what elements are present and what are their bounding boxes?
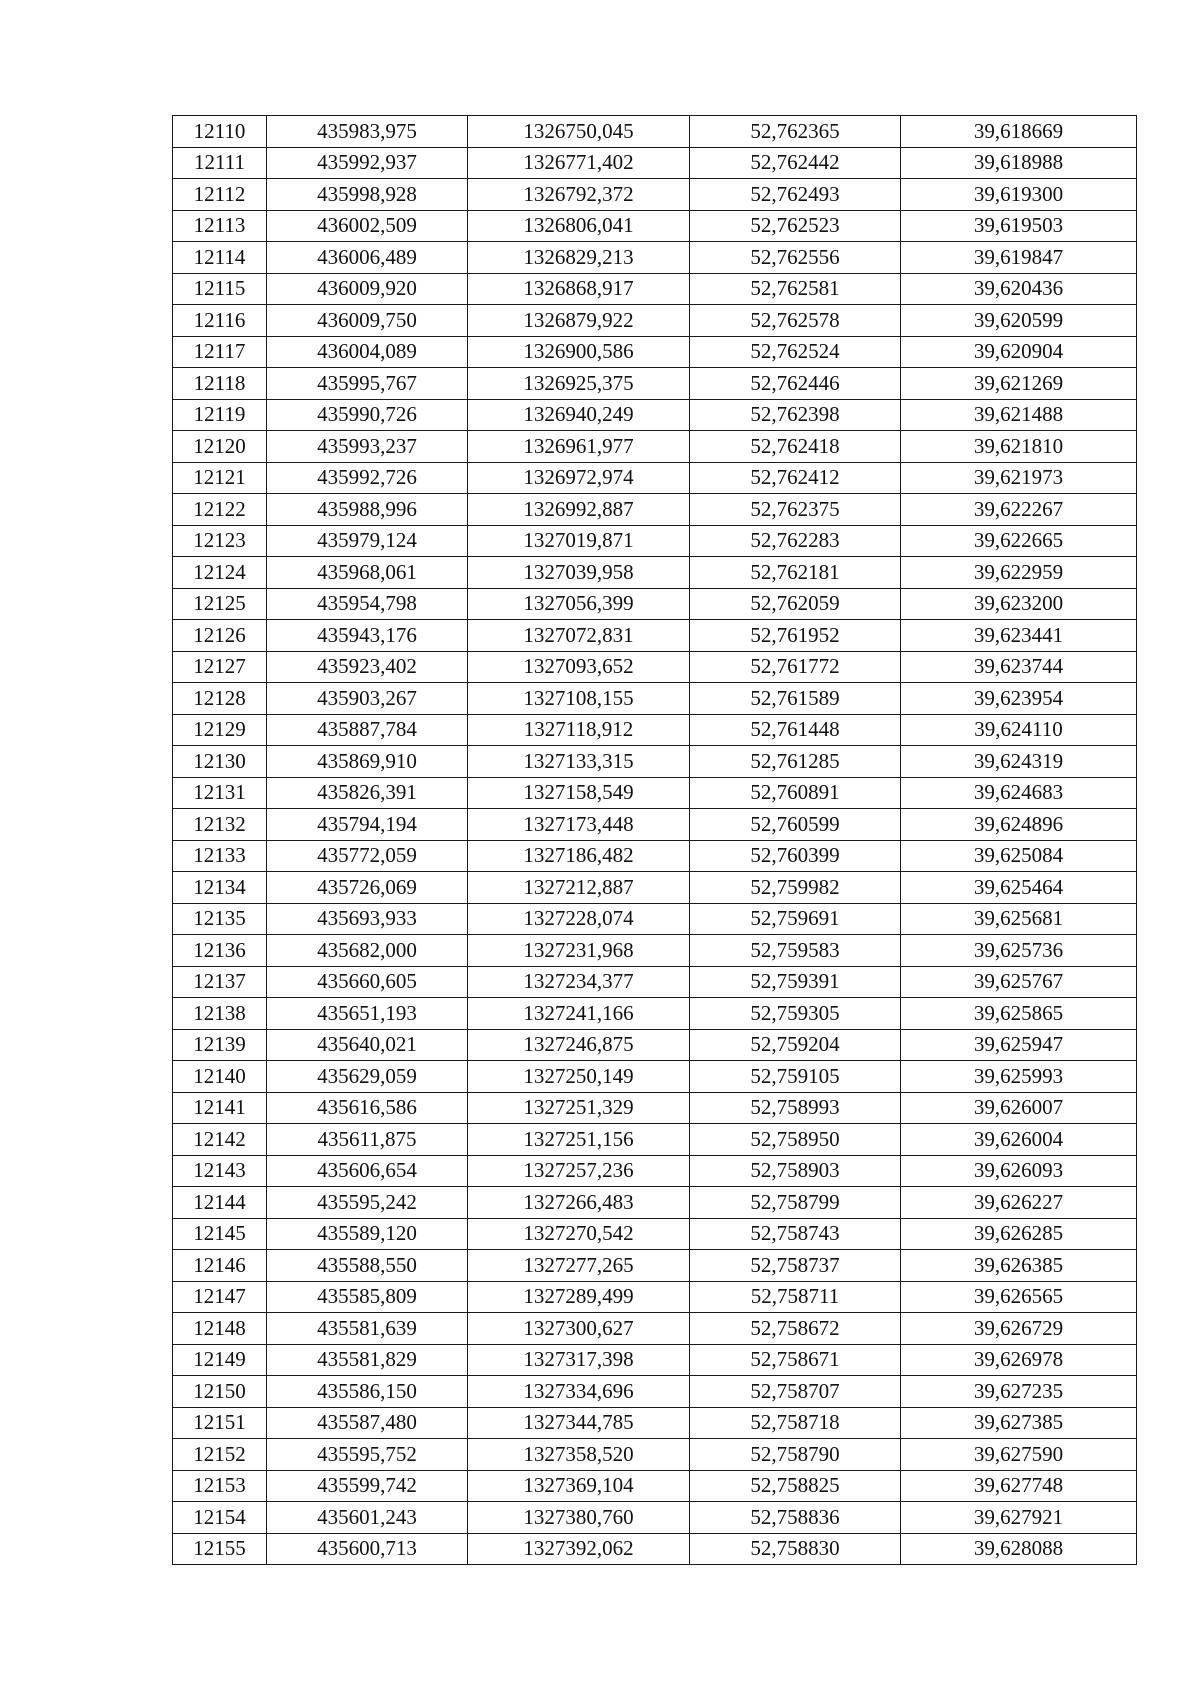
latitude-cell: 52,761772	[690, 651, 901, 683]
table-row	[173, 1092, 1137, 1124]
table-row	[173, 1344, 1137, 1376]
y-coordinate-cell: 1327108,155	[468, 683, 690, 715]
y-coordinate-cell: 1327039,958	[468, 557, 690, 589]
x-coordinate-cell: 436009,750	[267, 305, 468, 337]
table-row	[173, 305, 1137, 337]
point-number-cell: 12113	[173, 210, 267, 242]
x-coordinate-cell: 435954,798	[267, 588, 468, 620]
x-coordinate-cell: 435794,194	[267, 809, 468, 841]
y-coordinate-cell: 1327289,499	[468, 1281, 690, 1313]
y-coordinate-cell: 1327266,483	[468, 1187, 690, 1219]
y-coordinate-cell: 1327158,549	[468, 777, 690, 809]
x-coordinate-cell: 435640,021	[267, 1029, 468, 1061]
x-coordinate-cell: 435869,910	[267, 746, 468, 778]
x-coordinate-cell: 435998,928	[267, 179, 468, 211]
longitude-cell: 39,625464	[901, 872, 1137, 904]
x-coordinate-cell: 435599,742	[267, 1470, 468, 1502]
latitude-cell: 52,758903	[690, 1155, 901, 1187]
point-number-cell: 12138	[173, 998, 267, 1030]
longitude-cell: 39,627921	[901, 1502, 1137, 1534]
table-row	[173, 777, 1137, 809]
x-coordinate-cell: 435992,937	[267, 147, 468, 179]
latitude-cell: 52,761589	[690, 683, 901, 715]
y-coordinate-cell: 1327133,315	[468, 746, 690, 778]
point-number-cell: 12120	[173, 431, 267, 463]
y-coordinate-cell: 1327056,399	[468, 588, 690, 620]
y-coordinate-cell: 1327250,149	[468, 1061, 690, 1093]
x-coordinate-cell: 435983,975	[267, 116, 468, 148]
longitude-cell: 39,623200	[901, 588, 1137, 620]
longitude-cell: 39,625993	[901, 1061, 1137, 1093]
point-number-cell: 12125	[173, 588, 267, 620]
latitude-cell: 52,760599	[690, 809, 901, 841]
point-number-cell: 12143	[173, 1155, 267, 1187]
longitude-cell: 39,626004	[901, 1124, 1137, 1156]
longitude-cell: 39,628088	[901, 1533, 1137, 1565]
latitude-cell: 52,762375	[690, 494, 901, 526]
latitude-cell: 52,761448	[690, 714, 901, 746]
table-row	[173, 746, 1137, 778]
x-coordinate-cell: 435581,829	[267, 1344, 468, 1376]
latitude-cell: 52,762181	[690, 557, 901, 589]
latitude-cell: 52,758790	[690, 1439, 901, 1471]
latitude-cell: 52,762523	[690, 210, 901, 242]
latitude-cell: 52,762418	[690, 431, 901, 463]
table-row	[173, 1502, 1137, 1534]
table-row	[173, 462, 1137, 494]
longitude-cell: 39,627235	[901, 1376, 1137, 1408]
y-coordinate-cell: 1327093,652	[468, 651, 690, 683]
x-coordinate-cell: 435611,875	[267, 1124, 468, 1156]
latitude-cell: 52,762398	[690, 399, 901, 431]
y-coordinate-cell: 1327344,785	[468, 1407, 690, 1439]
point-number-cell: 12140	[173, 1061, 267, 1093]
x-coordinate-cell: 435992,726	[267, 462, 468, 494]
table-row	[173, 1407, 1137, 1439]
latitude-cell: 52,758950	[690, 1124, 901, 1156]
x-coordinate-cell: 435586,150	[267, 1376, 468, 1408]
latitude-cell: 52,758672	[690, 1313, 901, 1345]
x-coordinate-cell: 435968,061	[267, 557, 468, 589]
latitude-cell: 52,762524	[690, 336, 901, 368]
x-coordinate-cell: 436004,089	[267, 336, 468, 368]
longitude-cell: 39,622665	[901, 525, 1137, 557]
point-number-cell: 12131	[173, 777, 267, 809]
x-coordinate-cell: 435903,267	[267, 683, 468, 715]
x-coordinate-cell: 435726,069	[267, 872, 468, 904]
table-row	[173, 431, 1137, 463]
x-coordinate-cell: 435606,654	[267, 1155, 468, 1187]
table-row	[173, 210, 1137, 242]
y-coordinate-cell: 1326750,045	[468, 116, 690, 148]
latitude-cell: 52,759391	[690, 966, 901, 998]
latitude-cell: 52,762412	[690, 462, 901, 494]
latitude-cell: 52,762283	[690, 525, 901, 557]
latitude-cell: 52,758799	[690, 1187, 901, 1219]
longitude-cell: 39,627590	[901, 1439, 1137, 1471]
longitude-cell: 39,624319	[901, 746, 1137, 778]
x-coordinate-cell: 435629,059	[267, 1061, 468, 1093]
point-number-cell: 12117	[173, 336, 267, 368]
longitude-cell: 39,619503	[901, 210, 1137, 242]
x-coordinate-cell: 435587,480	[267, 1407, 468, 1439]
longitude-cell: 39,624896	[901, 809, 1137, 841]
table-row	[173, 1281, 1137, 1313]
table-row	[173, 179, 1137, 211]
point-number-cell: 12123	[173, 525, 267, 557]
point-number-cell: 12145	[173, 1218, 267, 1250]
table-row	[173, 1533, 1137, 1565]
point-number-cell: 12112	[173, 179, 267, 211]
y-coordinate-cell: 1327118,912	[468, 714, 690, 746]
table-row	[173, 1187, 1137, 1219]
longitude-cell: 39,623441	[901, 620, 1137, 652]
y-coordinate-cell: 1327380,760	[468, 1502, 690, 1534]
y-coordinate-cell: 1327270,542	[468, 1218, 690, 1250]
table-row	[173, 336, 1137, 368]
latitude-cell: 52,758836	[690, 1502, 901, 1534]
x-coordinate-cell: 435772,059	[267, 840, 468, 872]
point-number-cell: 12111	[173, 147, 267, 179]
x-coordinate-cell: 435595,242	[267, 1187, 468, 1219]
point-number-cell: 12115	[173, 273, 267, 305]
y-coordinate-cell: 1327241,166	[468, 998, 690, 1030]
latitude-cell: 52,758830	[690, 1533, 901, 1565]
y-coordinate-cell: 1327072,831	[468, 620, 690, 652]
point-number-cell: 12152	[173, 1439, 267, 1471]
x-coordinate-cell: 436006,489	[267, 242, 468, 274]
longitude-cell: 39,622267	[901, 494, 1137, 526]
longitude-cell: 39,623744	[901, 651, 1137, 683]
y-coordinate-cell: 1327334,696	[468, 1376, 690, 1408]
coordinates-table	[172, 115, 1137, 1565]
table-row	[173, 494, 1137, 526]
table-row	[173, 1061, 1137, 1093]
longitude-cell: 39,627748	[901, 1470, 1137, 1502]
latitude-cell: 52,758737	[690, 1250, 901, 1282]
table-row	[173, 242, 1137, 274]
longitude-cell: 39,619300	[901, 179, 1137, 211]
x-coordinate-cell: 435660,605	[267, 966, 468, 998]
longitude-cell: 39,621973	[901, 462, 1137, 494]
point-number-cell: 12139	[173, 1029, 267, 1061]
latitude-cell: 52,758825	[690, 1470, 901, 1502]
longitude-cell: 39,626285	[901, 1218, 1137, 1250]
longitude-cell: 39,625681	[901, 903, 1137, 935]
latitude-cell: 52,758743	[690, 1218, 901, 1250]
latitude-cell: 52,759204	[690, 1029, 901, 1061]
table-row	[173, 557, 1137, 589]
point-number-cell: 12133	[173, 840, 267, 872]
latitude-cell: 52,762493	[690, 179, 901, 211]
x-coordinate-cell: 435995,767	[267, 368, 468, 400]
x-coordinate-cell: 435651,193	[267, 998, 468, 1030]
point-number-cell: 12118	[173, 368, 267, 400]
latitude-cell: 52,758671	[690, 1344, 901, 1376]
longitude-cell: 39,626007	[901, 1092, 1137, 1124]
y-coordinate-cell: 1327251,329	[468, 1092, 690, 1124]
table-row	[173, 620, 1137, 652]
table-row	[173, 1124, 1137, 1156]
point-number-cell: 12114	[173, 242, 267, 274]
latitude-cell: 52,762059	[690, 588, 901, 620]
y-coordinate-cell: 1326868,917	[468, 273, 690, 305]
table-row	[173, 588, 1137, 620]
table-row	[173, 935, 1137, 967]
table-row	[173, 1250, 1137, 1282]
longitude-cell: 39,626729	[901, 1313, 1137, 1345]
point-number-cell: 12147	[173, 1281, 267, 1313]
table-row	[173, 147, 1137, 179]
table-row	[173, 273, 1137, 305]
y-coordinate-cell: 1327317,398	[468, 1344, 690, 1376]
point-number-cell: 12122	[173, 494, 267, 526]
latitude-cell: 52,762581	[690, 273, 901, 305]
longitude-cell: 39,625865	[901, 998, 1137, 1030]
table-row	[173, 1155, 1137, 1187]
table-row	[173, 809, 1137, 841]
point-number-cell: 12127	[173, 651, 267, 683]
x-coordinate-cell: 435616,586	[267, 1092, 468, 1124]
x-coordinate-cell: 435693,933	[267, 903, 468, 935]
point-number-cell: 12119	[173, 399, 267, 431]
longitude-cell: 39,626093	[901, 1155, 1137, 1187]
longitude-cell: 39,624110	[901, 714, 1137, 746]
longitude-cell: 39,625736	[901, 935, 1137, 967]
x-coordinate-cell: 435988,996	[267, 494, 468, 526]
latitude-cell: 52,759105	[690, 1061, 901, 1093]
point-number-cell: 12135	[173, 903, 267, 935]
y-coordinate-cell: 1326771,402	[468, 147, 690, 179]
latitude-cell: 52,758707	[690, 1376, 901, 1408]
y-coordinate-cell: 1326961,977	[468, 431, 690, 463]
latitude-cell: 52,762578	[690, 305, 901, 337]
x-coordinate-cell: 435601,243	[267, 1502, 468, 1534]
longitude-cell: 39,624683	[901, 777, 1137, 809]
x-coordinate-cell: 435943,176	[267, 620, 468, 652]
x-coordinate-cell: 435600,713	[267, 1533, 468, 1565]
y-coordinate-cell: 1327358,520	[468, 1439, 690, 1471]
coordinates-table-body	[173, 116, 1137, 1565]
point-number-cell: 12155	[173, 1533, 267, 1565]
y-coordinate-cell: 1327228,074	[468, 903, 690, 935]
y-coordinate-cell: 1326829,213	[468, 242, 690, 274]
table-row	[173, 683, 1137, 715]
y-coordinate-cell: 1326879,922	[468, 305, 690, 337]
longitude-cell: 39,621488	[901, 399, 1137, 431]
table-row	[173, 1313, 1137, 1345]
point-number-cell: 12154	[173, 1502, 267, 1534]
table-row	[173, 1029, 1137, 1061]
point-number-cell: 12126	[173, 620, 267, 652]
point-number-cell: 12137	[173, 966, 267, 998]
x-coordinate-cell: 435589,120	[267, 1218, 468, 1250]
table-row	[173, 966, 1137, 998]
x-coordinate-cell: 435585,809	[267, 1281, 468, 1313]
longitude-cell: 39,625084	[901, 840, 1137, 872]
latitude-cell: 52,759982	[690, 872, 901, 904]
table-row	[173, 1470, 1137, 1502]
table-row	[173, 525, 1137, 557]
point-number-cell: 12146	[173, 1250, 267, 1282]
y-coordinate-cell: 1326992,887	[468, 494, 690, 526]
longitude-cell: 39,618669	[901, 116, 1137, 148]
y-coordinate-cell: 1327251,156	[468, 1124, 690, 1156]
latitude-cell: 52,761952	[690, 620, 901, 652]
longitude-cell: 39,619847	[901, 242, 1137, 274]
longitude-cell: 39,626978	[901, 1344, 1137, 1376]
x-coordinate-cell: 435581,639	[267, 1313, 468, 1345]
latitude-cell: 52,759691	[690, 903, 901, 935]
longitude-cell: 39,625767	[901, 966, 1137, 998]
y-coordinate-cell: 1327234,377	[468, 966, 690, 998]
table-row	[173, 840, 1137, 872]
x-coordinate-cell: 435923,402	[267, 651, 468, 683]
table-row	[173, 1218, 1137, 1250]
x-coordinate-cell: 435826,391	[267, 777, 468, 809]
x-coordinate-cell: 435682,000	[267, 935, 468, 967]
point-number-cell: 12141	[173, 1092, 267, 1124]
point-number-cell: 12121	[173, 462, 267, 494]
point-number-cell: 12116	[173, 305, 267, 337]
point-number-cell: 12134	[173, 872, 267, 904]
latitude-cell: 52,758993	[690, 1092, 901, 1124]
table-row	[173, 1376, 1137, 1408]
latitude-cell: 52,759305	[690, 998, 901, 1030]
y-coordinate-cell: 1327277,265	[468, 1250, 690, 1282]
longitude-cell: 39,622959	[901, 557, 1137, 589]
longitude-cell: 39,627385	[901, 1407, 1137, 1439]
y-coordinate-cell: 1327300,627	[468, 1313, 690, 1345]
latitude-cell: 52,759583	[690, 935, 901, 967]
x-coordinate-cell: 435887,784	[267, 714, 468, 746]
point-number-cell: 12129	[173, 714, 267, 746]
longitude-cell: 39,625947	[901, 1029, 1137, 1061]
table-row	[173, 1439, 1137, 1471]
longitude-cell: 39,626385	[901, 1250, 1137, 1282]
y-coordinate-cell: 1326925,375	[468, 368, 690, 400]
point-number-cell: 12128	[173, 683, 267, 715]
y-coordinate-cell: 1327173,448	[468, 809, 690, 841]
point-number-cell: 12153	[173, 1470, 267, 1502]
latitude-cell: 52,762442	[690, 147, 901, 179]
y-coordinate-cell: 1327257,236	[468, 1155, 690, 1187]
x-coordinate-cell: 435993,237	[267, 431, 468, 463]
y-coordinate-cell: 1326940,249	[468, 399, 690, 431]
point-number-cell: 12124	[173, 557, 267, 589]
point-number-cell: 12151	[173, 1407, 267, 1439]
longitude-cell: 39,623954	[901, 683, 1137, 715]
point-number-cell: 12130	[173, 746, 267, 778]
longitude-cell: 39,620904	[901, 336, 1137, 368]
y-coordinate-cell: 1326900,586	[468, 336, 690, 368]
table-row	[173, 368, 1137, 400]
table-row	[173, 399, 1137, 431]
longitude-cell: 39,626227	[901, 1187, 1137, 1219]
point-number-cell: 12142	[173, 1124, 267, 1156]
x-coordinate-cell: 436009,920	[267, 273, 468, 305]
x-coordinate-cell: 435990,726	[267, 399, 468, 431]
table-row	[173, 714, 1137, 746]
point-number-cell: 12110	[173, 116, 267, 148]
y-coordinate-cell: 1327186,482	[468, 840, 690, 872]
y-coordinate-cell: 1327246,875	[468, 1029, 690, 1061]
point-number-cell: 12132	[173, 809, 267, 841]
point-number-cell: 12150	[173, 1376, 267, 1408]
latitude-cell: 52,761285	[690, 746, 901, 778]
latitude-cell: 52,762446	[690, 368, 901, 400]
point-number-cell: 12136	[173, 935, 267, 967]
y-coordinate-cell: 1326972,974	[468, 462, 690, 494]
table-row	[173, 903, 1137, 935]
y-coordinate-cell: 1327392,062	[468, 1533, 690, 1565]
longitude-cell: 39,618988	[901, 147, 1137, 179]
y-coordinate-cell: 1327231,968	[468, 935, 690, 967]
y-coordinate-cell: 1326806,041	[468, 210, 690, 242]
point-number-cell: 12148	[173, 1313, 267, 1345]
latitude-cell: 52,760891	[690, 777, 901, 809]
y-coordinate-cell: 1327019,871	[468, 525, 690, 557]
table-row	[173, 998, 1137, 1030]
x-coordinate-cell: 435588,550	[267, 1250, 468, 1282]
longitude-cell: 39,620599	[901, 305, 1137, 337]
point-number-cell: 12149	[173, 1344, 267, 1376]
table-row	[173, 872, 1137, 904]
point-number-cell: 12144	[173, 1187, 267, 1219]
latitude-cell: 52,758711	[690, 1281, 901, 1313]
longitude-cell: 39,621269	[901, 368, 1137, 400]
latitude-cell: 52,758718	[690, 1407, 901, 1439]
latitude-cell: 52,762556	[690, 242, 901, 274]
y-coordinate-cell: 1326792,372	[468, 179, 690, 211]
latitude-cell: 52,762365	[690, 116, 901, 148]
longitude-cell: 39,621810	[901, 431, 1137, 463]
longitude-cell: 39,620436	[901, 273, 1137, 305]
latitude-cell: 52,760399	[690, 840, 901, 872]
table-row	[173, 116, 1137, 148]
longitude-cell: 39,626565	[901, 1281, 1137, 1313]
y-coordinate-cell: 1327369,104	[468, 1470, 690, 1502]
table-row	[173, 651, 1137, 683]
y-coordinate-cell: 1327212,887	[468, 872, 690, 904]
x-coordinate-cell: 435979,124	[267, 525, 468, 557]
x-coordinate-cell: 435595,752	[267, 1439, 468, 1471]
x-coordinate-cell: 436002,509	[267, 210, 468, 242]
